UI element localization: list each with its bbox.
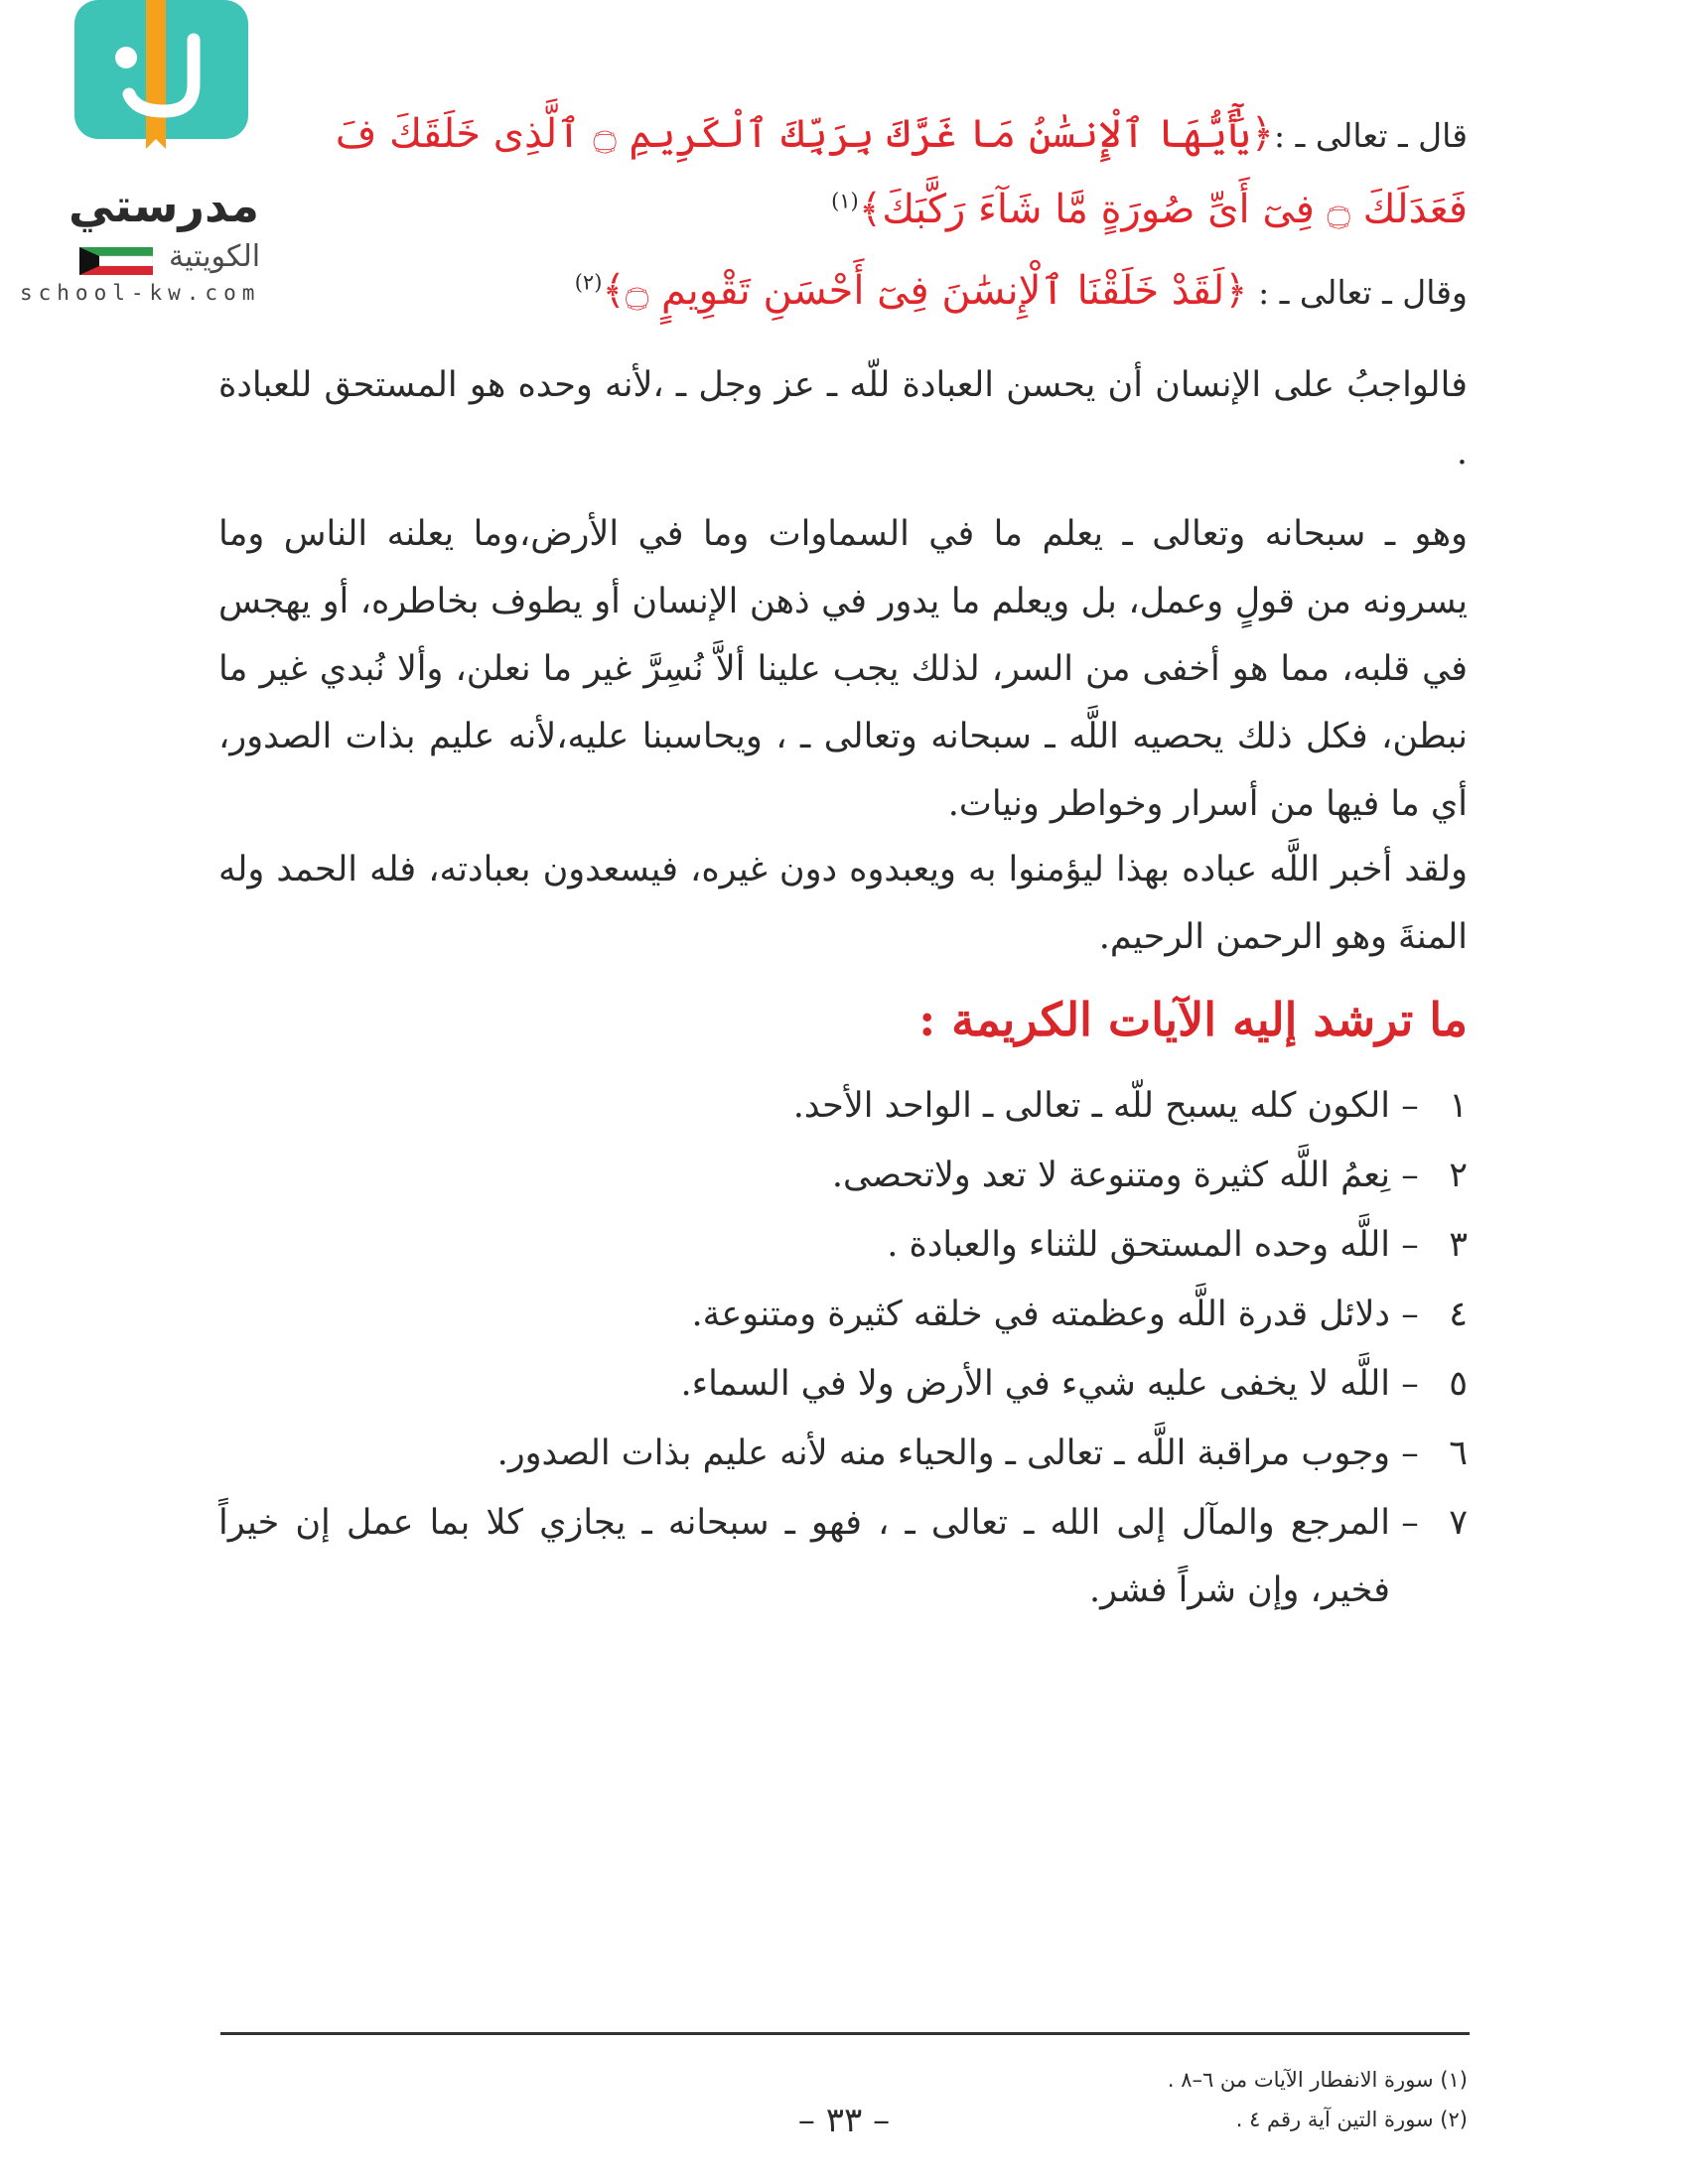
list-item-text: اللَّه وحده المستحق للثناء والعبادة .: [887, 1225, 1390, 1265]
footnote-1: (١) سورة الانفطار الآيات من ٦–٨ .: [1167, 2068, 1468, 2092]
paragraph-1: فالواجبُ على الإنسان أن يحسن العبادة للّه ـ عز وجل ـ ،لأنه وحده هو المستحق للعبادة .: [218, 365, 1468, 473]
verse-intro-2: وقال ـ تعالى ـ :: [1247, 273, 1468, 312]
list-item-number: ٥: [1449, 1364, 1468, 1404]
logo-country: الكويتية: [169, 239, 261, 274]
paragraph-2: وهو ـ سبحانه وتعالى ـ يعلم ما في السماوات وما في الأرض،وما يعلنه الناس وما يسرونه من قولٍ وعمل، بل ويعلم ما يدور في ذهن الإنسان أو يطوف بخاطره، أو يهجس في قلبه، مما هو أخفى من السر، لذلك يجب علينا ألاَّ نُسِرَّ غير ما نعلن، وألا نُبدي غير ما نبطن، فكل ذلك يحصيه اللَّه ـ سبحانه وتعالى ـ ، ويحاسبنا عليه،لأنه عليم بذات الصدور، أي ما فيها من أسرار وخواطر ونيات.: [218, 514, 1468, 824]
verse-intro-1: قال ـ تعالى ـ :: [1274, 116, 1468, 155]
page-number: – ٣٣ –: [797, 2101, 891, 2140]
logo-name: مدرستي: [68, 179, 260, 232]
list-item: ٢ – نِعمُ اللَّه كثيرة ومتنوعة لا تعد ولاتحصى.: [218, 1142, 1468, 1209]
list-item-text: دلائل قدرة اللَّه وعظمته في خلقه كثيرة ومتنوعة.: [691, 1295, 1390, 1334]
school-logo[interactable]: [20, 0, 318, 305]
list-item: ٦ – وجوب مراقبة اللَّه ـ تعالى ـ والحياء منه لأنه عليم بذات الصدور.: [218, 1420, 1468, 1487]
list-item-number: ٣: [1449, 1225, 1468, 1265]
list-item-number: ١: [1449, 1086, 1468, 1126]
verse-line-3: [575, 268, 1468, 314]
footnote-ref-1: (١): [831, 189, 859, 213]
verse-1-part-2: فَعَدَلَكَ ۝ فِىٓ أَىِّ صُورَةٍ مَّا شَآءَ رَكَّبَكَ﴾: [858, 187, 1468, 232]
list-item-text: المرجع والمآل إلى الله ـ تعالى ـ ، فهو ـ سبحانه ـ يجازي كلا بما عمل إن خيراً فخير، وإن شراً فشر.: [218, 1503, 1390, 1610]
verse-line-1: [336, 111, 1468, 157]
logo-url: school-kw.com: [20, 281, 261, 305]
guidance-list: [218, 1072, 1468, 1626]
verse-2: ﴿لَقَدْ خَلَقْنَا ٱلْإِنسَٰنَ فِىٓ أَحْسَنِ تَقْوِيمٍ ۝﴾: [602, 268, 1248, 314]
list-item-number: ٢: [1449, 1156, 1468, 1195]
kuwait-flag-icon: [79, 247, 153, 275]
book-smile-icon: [74, 0, 248, 149]
list-item-number: ٦: [1449, 1433, 1468, 1473]
verse-1-part-1: ﴿يَٰٓأَيُّهَا ٱلْإِنسَٰنُ مَا غَرَّكَ بِرَبِّكَ ٱلْكَرِيمِ ۝ ٱلَّذِى خَلَقَكَ فَ: [335, 111, 1275, 157]
paragraph-3: ولقد أخبر اللَّه عباده بهذا ليؤمنوا به ويعبدوه دون غيره، فيسعدون بعبادته، فله الحمد وله المنةَ وهو الرحمن الرحيم.: [218, 850, 1468, 957]
list-item-number: ٧: [1449, 1503, 1468, 1543]
list-item-text: اللَّه لا يخفى عليه شيء في الأرض ولا في السماء.: [680, 1364, 1390, 1404]
section-heading: ما ترشد إليه الآيات الكريمة :: [918, 993, 1468, 1046]
list-item: ١ – الكون كله يسبح للّه ـ تعالى ـ الواحد الأحد.: [218, 1072, 1468, 1140]
list-item-text: الكون كله يسبح للّه ـ تعالى ـ الواحد الأحد.: [792, 1086, 1390, 1126]
list-item: ٧ – المرجع والمآل إلى الله ـ تعالى ـ ، فهو ـ سبحانه ـ يجازي كلا بما عمل إن خيراً فخير، وإن شراً فشر.: [218, 1489, 1468, 1624]
list-item-number: ٤: [1449, 1295, 1468, 1334]
list-item-text: نِعمُ اللَّه كثيرة ومتنوعة لا تعد ولاتحصى.: [831, 1156, 1390, 1195]
list-item: ٥ – اللَّه لا يخفى عليه شيء في الأرض ولا في السماء.: [218, 1350, 1468, 1418]
list-item-text: وجوب مراقبة اللَّه ـ تعالى ـ والحياء منه لأنه عليم بذات الصدور.: [496, 1433, 1390, 1473]
list-item: ٤ – دلائل قدرة اللَّه وعظمته في خلقه كثيرة ومتنوعة.: [218, 1281, 1468, 1348]
verse-line-2: [831, 187, 1468, 232]
list-item: ٣ – اللَّه وحده المستحق للثناء والعبادة .: [218, 1211, 1468, 1279]
footnote-divider: [220, 2032, 1470, 2035]
footnote-2: (٢) سورة التين آية رقم ٤ .: [1235, 2108, 1468, 2131]
footnote-ref-2: (٢): [574, 270, 603, 295]
